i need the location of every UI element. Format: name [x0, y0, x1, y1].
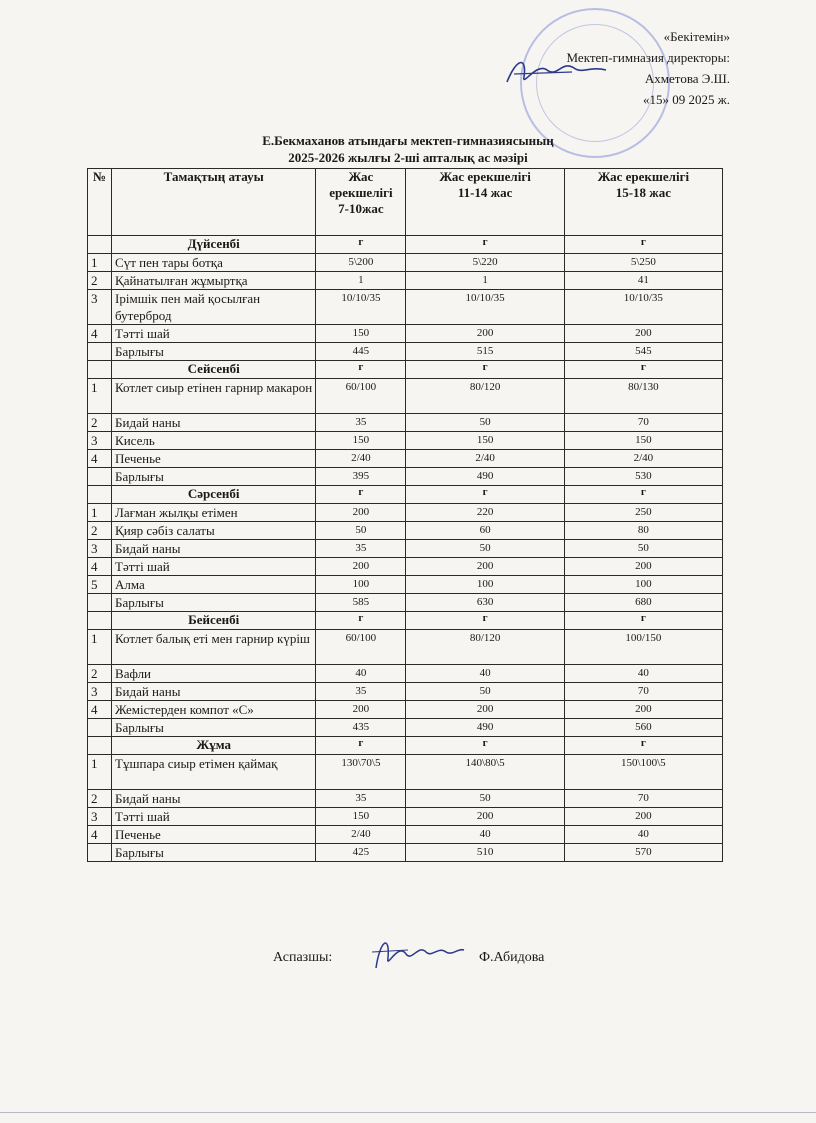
cook-signature — [368, 930, 468, 975]
item-portion-15-18: 200 — [564, 808, 722, 826]
day-name: Дүйсенбі — [112, 236, 316, 254]
item-portion-15-18: 200 — [564, 558, 722, 576]
item-number: 3 — [88, 290, 112, 325]
item-portion-15-18: 5\250 — [564, 254, 722, 272]
item-portion-11-14: 5\220 — [406, 254, 564, 272]
item-number: 2 — [88, 414, 112, 432]
item-number: 3 — [88, 808, 112, 826]
item-portion-7-10: 200 — [316, 701, 406, 719]
day-header-row — [88, 361, 723, 379]
day-unit-15-18: г — [564, 612, 722, 630]
item-portion-15-18: 150\100\5 — [564, 755, 722, 790]
day-num-cell — [88, 361, 112, 379]
table-row — [88, 325, 723, 343]
title-school: Е.Бекмаханов атындағы мектеп-гимназиясының — [262, 133, 554, 148]
item-portion-11-14: 60 — [406, 522, 564, 540]
table-row — [88, 665, 723, 683]
day-unit-11-14: г — [406, 236, 564, 254]
approval-date: «15» 09 2025 ж. — [643, 92, 730, 107]
header-age-15-18-line2: 15-18 жас — [615, 185, 671, 200]
header-num: № — [88, 169, 112, 236]
total-15-18: 530 — [564, 468, 722, 486]
item-number: 3 — [88, 683, 112, 701]
table-row — [88, 272, 723, 290]
item-name: Тұшпара сиыр етімен қаймақ — [112, 755, 316, 790]
item-portion-15-18: 2/40 — [564, 450, 722, 468]
item-portion-7-10: 10/10/35 — [316, 290, 406, 325]
day-header-row — [88, 236, 723, 254]
total-num-cell — [88, 719, 112, 737]
header-age-15-18 — [564, 169, 722, 236]
table-row — [88, 558, 723, 576]
total-7-10: 395 — [316, 468, 406, 486]
item-number: 4 — [88, 325, 112, 343]
header-age-11-14 — [406, 169, 564, 236]
day-unit-7-10: г — [316, 236, 406, 254]
day-unit-11-14: г — [406, 612, 564, 630]
item-portion-15-18: 40 — [564, 665, 722, 683]
item-number: 5 — [88, 576, 112, 594]
table-row — [88, 290, 723, 325]
header-age-7-10-line1: Жас — [348, 169, 374, 184]
item-portion-7-10: 2/40 — [316, 450, 406, 468]
table-row — [88, 540, 723, 558]
item-number: 2 — [88, 665, 112, 683]
item-portion-11-14: 150 — [406, 432, 564, 450]
item-portion-15-18: 70 — [564, 414, 722, 432]
item-number: 3 — [88, 432, 112, 450]
item-name: Кисель — [112, 432, 316, 450]
total-num-cell — [88, 594, 112, 612]
table-row — [88, 504, 723, 522]
item-name: Бидай наны — [112, 414, 316, 432]
item-portion-7-10: 2/40 — [316, 826, 406, 844]
item-portion-11-14: 10/10/35 — [406, 290, 564, 325]
header-name: Тамақтың атауы — [112, 169, 316, 236]
item-portion-11-14: 200 — [406, 558, 564, 576]
total-7-10: 435 — [316, 719, 406, 737]
item-number: 1 — [88, 504, 112, 522]
day-name: Бейсенбі — [112, 612, 316, 630]
item-portion-15-18: 80/130 — [564, 379, 722, 414]
item-portion-7-10: 1 — [316, 272, 406, 290]
table-row — [88, 826, 723, 844]
day-unit-7-10: г — [316, 612, 406, 630]
item-portion-11-14: 80/120 — [406, 379, 564, 414]
item-name: Тәтті шай — [112, 558, 316, 576]
day-unit-15-18: г — [564, 737, 722, 755]
total-11-14: 515 — [406, 343, 564, 361]
item-portion-7-10: 40 — [316, 665, 406, 683]
total-7-10: 445 — [316, 343, 406, 361]
item-name: Жемістерден компот «С» — [112, 701, 316, 719]
table-row — [88, 683, 723, 701]
day-header-row — [88, 486, 723, 504]
item-name: Тәтті шай — [112, 808, 316, 826]
item-name: Қайнатылған жұмыртқа — [112, 272, 316, 290]
table-row — [88, 414, 723, 432]
item-name: Печенье — [112, 826, 316, 844]
item-portion-11-14: 50 — [406, 414, 564, 432]
total-11-14: 490 — [406, 468, 564, 486]
table-row — [88, 630, 723, 665]
table-row — [88, 755, 723, 790]
page-edge-line — [0, 1112, 816, 1113]
day-name: Сейсенбі — [112, 361, 316, 379]
total-row — [88, 468, 723, 486]
day-num-cell — [88, 737, 112, 755]
day-num-cell — [88, 486, 112, 504]
table-row — [88, 790, 723, 808]
item-number: 4 — [88, 558, 112, 576]
item-portion-7-10: 35 — [316, 414, 406, 432]
item-portion-15-18: 70 — [564, 683, 722, 701]
item-portion-11-14: 50 — [406, 790, 564, 808]
header-age-7-10-line3: 7-10жас — [338, 201, 384, 216]
table-row — [88, 576, 723, 594]
item-number: 1 — [88, 755, 112, 790]
total-num-cell — [88, 844, 112, 862]
total-7-10: 585 — [316, 594, 406, 612]
document-title — [0, 132, 816, 166]
item-portion-7-10: 5\200 — [316, 254, 406, 272]
item-portion-11-14: 2/40 — [406, 450, 564, 468]
day-name: Сәрсенбі — [112, 486, 316, 504]
item-portion-11-14: 100 — [406, 576, 564, 594]
header-age-15-18-line1: Жас ерекшелігі — [597, 169, 690, 184]
total-11-14: 490 — [406, 719, 564, 737]
total-row — [88, 844, 723, 862]
item-portion-15-18: 100 — [564, 576, 722, 594]
header-age-11-14-line1: Жас ерекшелігі — [439, 169, 531, 184]
table-row — [88, 808, 723, 826]
director-signature — [502, 52, 612, 92]
item-portion-7-10: 50 — [316, 522, 406, 540]
total-num-cell — [88, 468, 112, 486]
item-portion-11-14: 200 — [406, 325, 564, 343]
item-name: Ірімшік пен май қосылған бутерброд — [112, 290, 316, 325]
item-portion-7-10: 60/100 — [316, 630, 406, 665]
approval-title: «Бекітемін» — [663, 29, 730, 44]
item-name: Бидай наны — [112, 540, 316, 558]
total-num-cell — [88, 343, 112, 361]
item-portion-7-10: 200 — [316, 558, 406, 576]
item-portion-7-10: 35 — [316, 540, 406, 558]
item-portion-11-14: 50 — [406, 683, 564, 701]
item-portion-15-18: 10/10/35 — [564, 290, 722, 325]
item-name: Алма — [112, 576, 316, 594]
header-age-7-10 — [316, 169, 406, 236]
item-name: Бидай наны — [112, 683, 316, 701]
item-number: 1 — [88, 254, 112, 272]
total-15-18: 570 — [564, 844, 722, 862]
day-unit-7-10: г — [316, 737, 406, 755]
total-label: Барлығы — [112, 844, 316, 862]
item-number: 2 — [88, 272, 112, 290]
item-name: Печенье — [112, 450, 316, 468]
day-header-row — [88, 737, 723, 755]
item-portion-7-10: 60/100 — [316, 379, 406, 414]
day-num-cell — [88, 612, 112, 630]
item-portion-15-18: 200 — [564, 325, 722, 343]
item-portion-15-18: 100/150 — [564, 630, 722, 665]
item-portion-11-14: 200 — [406, 701, 564, 719]
item-portion-7-10: 200 — [316, 504, 406, 522]
total-label: Барлығы — [112, 594, 316, 612]
day-header-row — [88, 612, 723, 630]
cook-name: Ф.Абидова — [479, 950, 545, 965]
total-15-18: 545 — [564, 343, 722, 361]
item-name: Бидай наны — [112, 790, 316, 808]
item-name: Котлет сиыр етінен гарнир макарон — [112, 379, 316, 414]
table-row — [88, 450, 723, 468]
item-name: Котлет балық еті мен гарнир күріш — [112, 630, 316, 665]
item-portion-11-14: 200 — [406, 808, 564, 826]
day-unit-11-14: г — [406, 737, 564, 755]
item-name: Тәтті шай — [112, 325, 316, 343]
item-portion-15-18: 150 — [564, 432, 722, 450]
item-number: 4 — [88, 450, 112, 468]
item-portion-15-18: 41 — [564, 272, 722, 290]
item-portion-11-14: 140\80\5 — [406, 755, 564, 790]
item-number: 1 — [88, 379, 112, 414]
table-row — [88, 254, 723, 272]
day-unit-7-10: г — [316, 361, 406, 379]
table-header-row — [88, 169, 723, 236]
item-portion-11-14: 80/120 — [406, 630, 564, 665]
total-11-14: 510 — [406, 844, 564, 862]
item-number: 2 — [88, 790, 112, 808]
item-portion-15-18: 70 — [564, 790, 722, 808]
item-portion-11-14: 40 — [406, 826, 564, 844]
cook-label: Аспазшы: — [273, 950, 333, 965]
item-portion-7-10: 150 — [316, 325, 406, 343]
item-number: 1 — [88, 630, 112, 665]
header-age-11-14-line2: 11-14 жас — [457, 185, 513, 200]
item-portion-15-18: 200 — [564, 701, 722, 719]
item-number: 2 — [88, 522, 112, 540]
item-portion-7-10: 130\70\5 — [316, 755, 406, 790]
day-unit-15-18: г — [564, 361, 722, 379]
table-row — [88, 379, 723, 414]
item-portion-15-18: 40 — [564, 826, 722, 844]
item-portion-15-18: 80 — [564, 522, 722, 540]
total-row — [88, 594, 723, 612]
approval-position: Мектеп-гимназия директоры: — [566, 50, 730, 65]
day-unit-7-10: г — [316, 486, 406, 504]
item-number: 4 — [88, 826, 112, 844]
total-15-18: 560 — [564, 719, 722, 737]
day-unit-11-14: г — [406, 486, 564, 504]
day-unit-15-18: г — [564, 236, 722, 254]
item-name: Лағман жылқы етімен — [112, 504, 316, 522]
table-row — [88, 522, 723, 540]
item-number: 3 — [88, 540, 112, 558]
total-label: Барлығы — [112, 719, 316, 737]
menu-table — [87, 168, 723, 862]
item-portion-7-10: 150 — [316, 808, 406, 826]
item-name: Қияр сәбіз салаты — [112, 522, 316, 540]
item-name: Вафли — [112, 665, 316, 683]
total-15-18: 680 — [564, 594, 722, 612]
table-row — [88, 432, 723, 450]
total-row — [88, 343, 723, 361]
total-label: Барлығы — [112, 343, 316, 361]
header-age-7-10-line2: ерекшелігі — [329, 185, 393, 200]
total-11-14: 630 — [406, 594, 564, 612]
total-row — [88, 719, 723, 737]
item-portion-15-18: 50 — [564, 540, 722, 558]
item-portion-7-10: 35 — [316, 683, 406, 701]
item-name: Сүт пен тары ботқа — [112, 254, 316, 272]
item-portion-15-18: 250 — [564, 504, 722, 522]
day-num-cell — [88, 236, 112, 254]
item-portion-11-14: 40 — [406, 665, 564, 683]
item-portion-7-10: 150 — [316, 432, 406, 450]
day-unit-11-14: г — [406, 361, 564, 379]
day-unit-15-18: г — [564, 486, 722, 504]
item-number: 4 — [88, 701, 112, 719]
item-portion-7-10: 100 — [316, 576, 406, 594]
approval-director-name: Ахметова Э.Ш. — [644, 71, 730, 86]
item-portion-7-10: 35 — [316, 790, 406, 808]
day-name: Жұма — [112, 737, 316, 755]
item-portion-11-14: 1 — [406, 272, 564, 290]
item-portion-11-14: 50 — [406, 540, 564, 558]
title-menu: 2025-2026 жылғы 2-ші апталық ас мәзірі — [288, 150, 528, 165]
total-7-10: 425 — [316, 844, 406, 862]
total-label: Барлығы — [112, 468, 316, 486]
item-portion-11-14: 220 — [406, 504, 564, 522]
table-row — [88, 701, 723, 719]
